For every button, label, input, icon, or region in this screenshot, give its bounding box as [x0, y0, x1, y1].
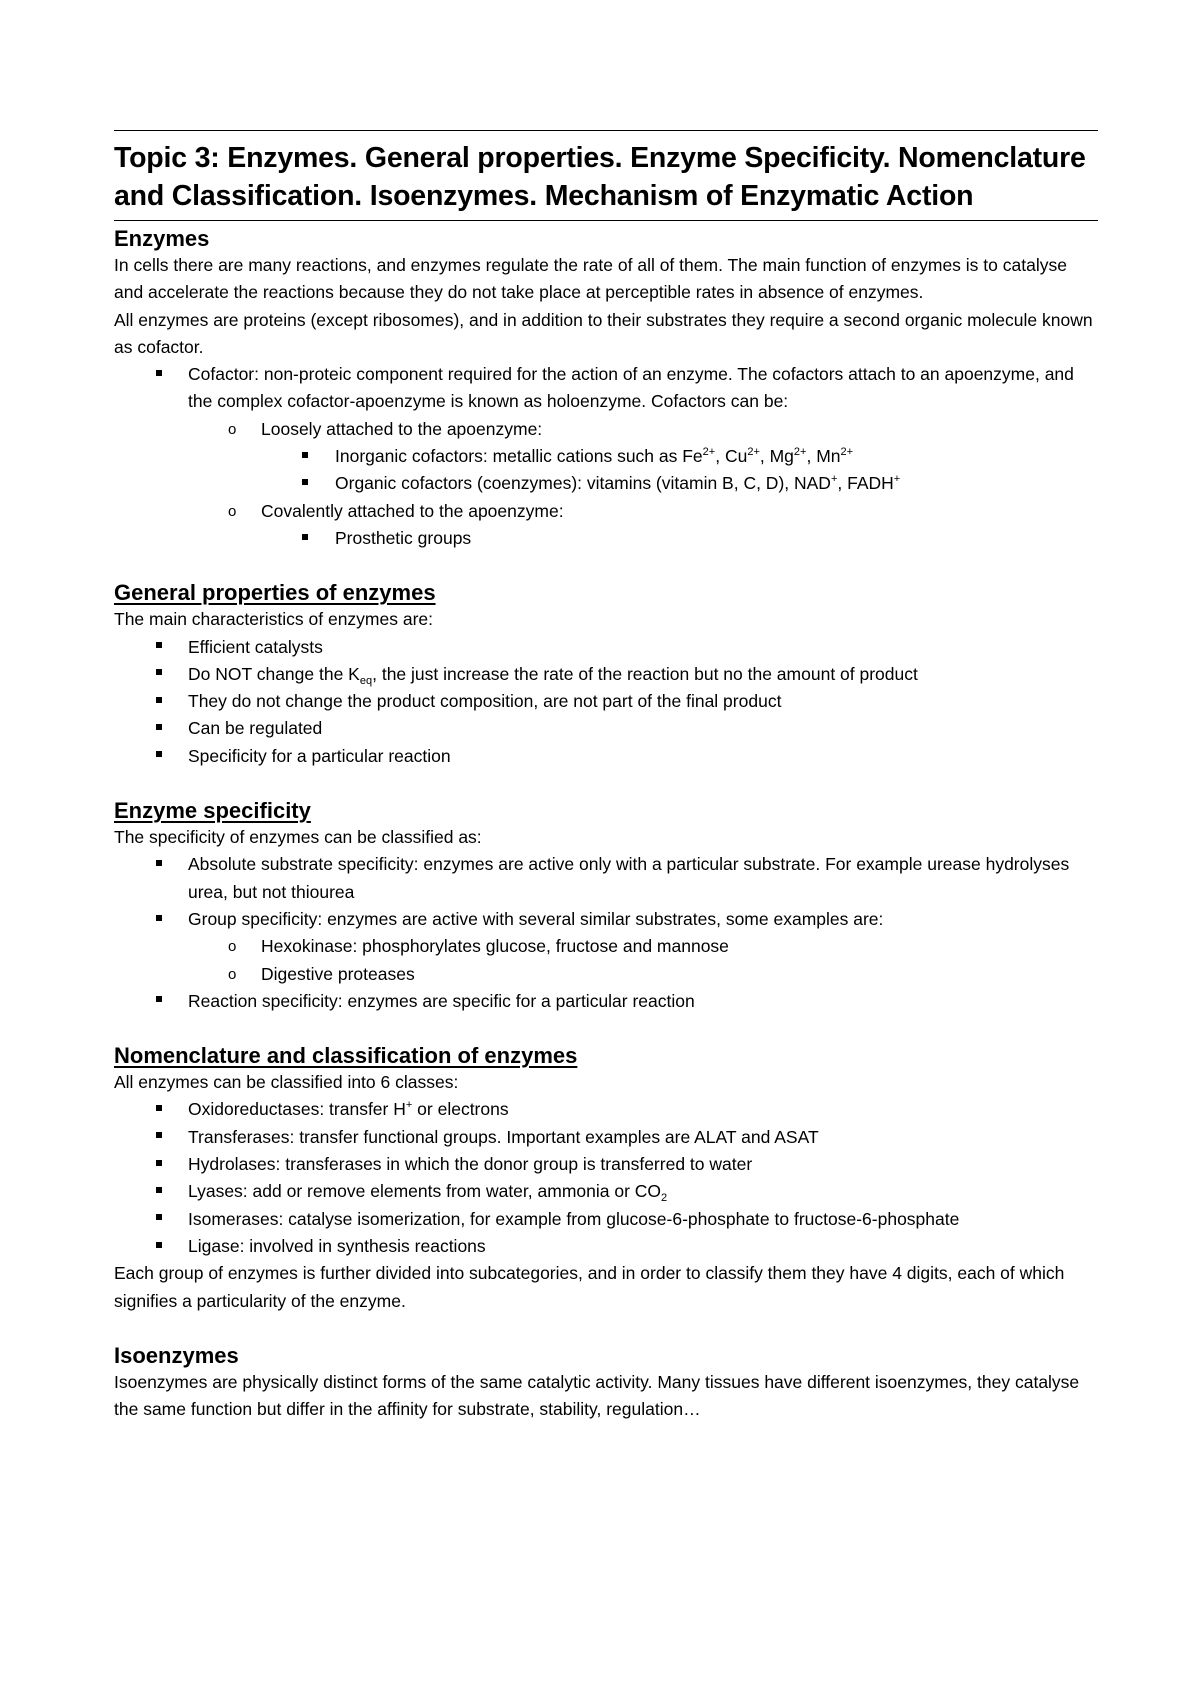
document-page: [114, 130, 1098, 1423]
square-bullet-icon: [156, 851, 162, 878]
list-item-isomerases: Isomerases: catalyse isomerization, for example from glucose-6-phosphate to fructose-6-phosphate: [114, 1206, 1098, 1233]
square-bullet-icon: [302, 525, 308, 552]
list-item-cofactor: Cofactor: non-proteic component required for the action of an enzyme. The cofactors attach to an apoenzyme, and the complex cofactor-apoenzyme is known as holoenzyme. Cofactors can be:: [114, 361, 1098, 416]
list-item-digestive-proteases: o Digestive proteases: [114, 961, 1098, 988]
list-item-loosely-attached: o Loosely attached to the apoenzyme:: [114, 416, 1098, 443]
list-item-lyases: Lyases: add or remove elements from water, ammonia or $CO_2$: [114, 1178, 1098, 1205]
list-item-ligase: Ligase: involved in synthesis reactions: [114, 1233, 1098, 1260]
list-item: Efficient catalysts: [114, 634, 1098, 661]
section-heading-enzyme-specificity: Enzyme specificity: [114, 798, 311, 824]
section-heading-nomenclature: Nomenclature and classification of enzymes: [114, 1043, 578, 1069]
list-item-group-specificity: Group specificity: enzymes are active with several similar substrates, some examples are:: [114, 906, 1098, 933]
page-title: [114, 139, 1098, 215]
list-item-prosthetic-groups: Prosthetic groups: [114, 525, 1098, 552]
list-item: Can be regulated: [114, 715, 1098, 742]
enzyme-classes-list: [114, 1096, 1098, 1260]
square-bullet-icon: [156, 1124, 162, 1151]
enzymes-paragraph-1: In cells there are many reactions, and enzymes regulate the rate of all of them. The main function of enzymes is to catalyse and accelerate the reactions because they do not take place at perceptible rates in absence of enzymes.: [114, 255, 1067, 303]
title-line-2: and Classification. Isoenzymes. Mechanism of Enzymatic Action: [114, 180, 974, 212]
square-bullet-icon: [156, 988, 162, 1015]
square-bullet-icon: [156, 661, 162, 688]
specificity-list: [114, 851, 1098, 1015]
square-bullet-icon: [302, 470, 308, 497]
list-item-covalently-attached: o Covalently attached to the apoenzyme:: [114, 498, 1098, 525]
list-item-transferases: Transferases: transfer functional groups. Important examples are ALAT and ASAT: [114, 1124, 1098, 1151]
square-bullet-icon: [156, 361, 162, 388]
cofactor-list: [114, 361, 1098, 552]
section-heading-isoenzymes: Isoenzymes: [114, 1342, 239, 1368]
list-item-hexokinase: o Hexokinase: phosphorylates glucose, fructose and mannose: [114, 933, 1098, 960]
list-item-hydrolases: Hydrolases: transferases in which the donor group is transferred to water: [114, 1151, 1098, 1178]
square-bullet-icon: [156, 1151, 162, 1178]
circle-bullet-icon: o: [228, 502, 237, 520]
nomenclature-intro: All enzymes can be classified into 6 classes:: [114, 1072, 459, 1093]
list-item: Do NOT change the $K_{eq}$, the just increase the rate of the reaction but no the amount of product: [114, 661, 1098, 688]
list-item-reaction-specificity: Reaction specificity: enzymes are specific for a particular reaction: [114, 988, 1098, 1015]
square-bullet-icon: [156, 715, 162, 742]
circle-bullet-icon: o: [228, 420, 237, 438]
square-bullet-icon: [156, 634, 162, 661]
section-heading-general-properties: General properties of enzymes: [114, 580, 436, 606]
list-item-organic-cofactors: Organic cofactors (coenzymes): vitamins (vitamin B, C, D), NAD+, FADH+: [114, 470, 1098, 497]
title-top-rule: [114, 130, 1098, 131]
title-bottom-rule: [114, 220, 1098, 221]
list-item-absolute-specificity: Absolute substrate specificity: enzymes are active only with a particular substrate. For example urease hydrolyses urea, but not thiourea: [114, 851, 1098, 906]
general-intro: The main characteristics of enzymes are:: [114, 609, 434, 630]
title-line-1: Topic 3: Enzymes. General properties. Enzyme Specificity. Nomenclature: [114, 142, 1086, 174]
enzymes-paragraph-2: All enzymes are proteins (except ribosomes), and in addition to their substrates they require a second organic molecule known as cofactor.: [114, 309, 1093, 357]
isoenzymes-paragraph: Isoenzymes are physically distinct forms of the same catalytic activity. Many tissues have different isoenzymes, they catalyse the same function but differ in the affinity for substrate, stability, regulation…: [114, 1371, 1080, 1420]
square-bullet-icon: [156, 1233, 162, 1260]
nomenclature-outro: Each group of enzymes is further divided into subcategories, and in order to classify them they have 4 digits, each of which signifies a particularity of the enzyme.: [114, 1263, 1065, 1311]
general-properties-list: [114, 634, 1098, 770]
square-bullet-icon: [302, 443, 308, 470]
list-item-inorganic-cofactors: Inorganic cofactors: metallic cations such as $Fe^{2+}$, $Cu^{2+}$, $Mg^{2+}$, $Mn^{2+}$: [114, 443, 1098, 470]
square-bullet-icon: [156, 1206, 162, 1233]
circle-bullet-icon: o: [228, 938, 237, 956]
square-bullet-icon: [156, 743, 162, 770]
section-heading-enzymes: Enzymes: [114, 226, 210, 251]
circle-bullet-icon: o: [228, 965, 237, 983]
square-bullet-icon: [156, 1096, 162, 1123]
specificity-intro: The specificity of enzymes can be classified as:: [114, 827, 482, 848]
square-bullet-icon: [156, 688, 162, 715]
square-bullet-icon: [156, 906, 162, 933]
square-bullet-icon: [156, 1178, 162, 1205]
list-item-oxidoreductases: Oxidoreductases: transfer H+ or electrons: [114, 1096, 1098, 1123]
list-item: Specificity for a particular reaction: [114, 743, 1098, 770]
list-item: They do not change the product composition, are not part of the final product: [114, 688, 1098, 715]
